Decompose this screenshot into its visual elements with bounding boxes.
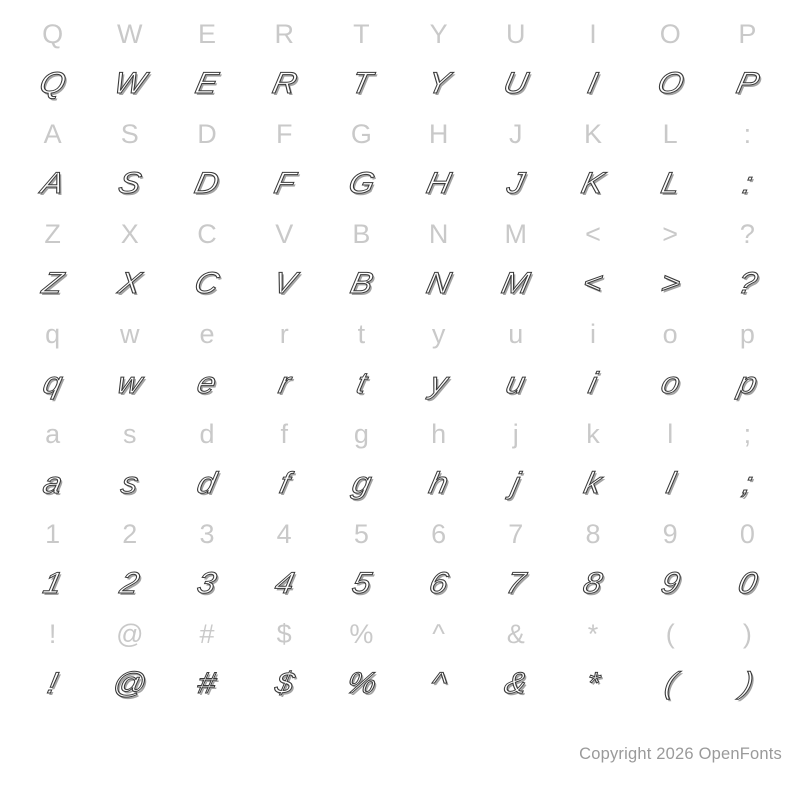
glyph-outline: E xyxy=(192,67,222,100)
glyph-outline: ! xyxy=(44,667,61,700)
glyph-outline: I xyxy=(585,67,602,100)
key-char: 6 xyxy=(431,518,447,549)
row-glyphs-6 xyxy=(0,558,800,610)
key-char: L xyxy=(662,118,678,149)
glyph-outline: O xyxy=(654,67,687,100)
key-char: ^ xyxy=(432,618,445,649)
key-char: q xyxy=(45,318,61,349)
glyph-char xyxy=(700,658,794,710)
glyph-outline: l xyxy=(663,467,678,500)
glyph-outline: e xyxy=(194,367,220,400)
key-char: I xyxy=(589,18,597,49)
key-char: i xyxy=(589,318,596,349)
key-char: Q xyxy=(42,18,64,49)
key-char: 0 xyxy=(739,518,755,549)
row-glyphs-2 xyxy=(0,158,800,210)
key-char: 8 xyxy=(585,518,601,549)
glyph-outline: F xyxy=(270,167,298,200)
glyph-outline: W xyxy=(111,67,149,100)
key-char: p xyxy=(739,318,755,349)
key-char: Z xyxy=(44,218,61,249)
key-char: X xyxy=(120,218,139,249)
key-char: E xyxy=(197,18,216,49)
glyph-outline: y xyxy=(427,367,451,400)
glyph-char xyxy=(700,258,794,310)
glyph-outline: J xyxy=(504,167,528,200)
glyph-outline: > xyxy=(657,267,684,300)
glyph-outline: 0 xyxy=(734,567,761,600)
glyph-outline: ; xyxy=(739,467,756,500)
glyph-outline: ) xyxy=(738,667,757,700)
key-char: & xyxy=(506,618,525,649)
row-keys-5 xyxy=(0,410,800,458)
glyph-outline: B xyxy=(347,267,376,300)
specimen-rows xyxy=(0,10,800,710)
glyph-outline: w xyxy=(114,367,146,400)
key-char: @ xyxy=(116,618,144,649)
key-char: F xyxy=(275,118,293,149)
key-char: B xyxy=(352,218,371,249)
glyph-outline: % xyxy=(343,667,380,700)
row-keys-7 xyxy=(0,610,800,658)
key-char: % xyxy=(349,618,374,649)
key-char: o xyxy=(662,318,678,349)
glyph-outline: 1 xyxy=(40,567,66,600)
glyph-outline: T xyxy=(348,67,375,100)
copyright-notice: Copyright 2026 OpenFonts xyxy=(579,745,782,763)
glyph-outline: N xyxy=(423,267,454,300)
glyph-outline: 4 xyxy=(271,567,297,600)
glyph-outline: V xyxy=(269,267,299,300)
glyph-char xyxy=(700,158,794,210)
key-char: 4 xyxy=(276,518,292,549)
glyph-outline: A xyxy=(38,167,68,200)
key-char: t xyxy=(357,318,366,349)
glyph-outline: t xyxy=(353,367,370,400)
key-char: l xyxy=(667,418,674,449)
key-char: T xyxy=(353,18,370,49)
key-char: h xyxy=(431,418,447,449)
key-char: 5 xyxy=(353,518,369,549)
glyph-char xyxy=(700,58,794,110)
key-char: O xyxy=(659,18,681,49)
top-spacer xyxy=(0,0,800,10)
row-keys-4 xyxy=(0,310,800,358)
key-char: A xyxy=(43,118,62,149)
key-char: e xyxy=(199,318,215,349)
key-char: u xyxy=(508,318,524,349)
glyph-outline: r xyxy=(275,367,294,400)
glyph-outline: H xyxy=(423,167,454,200)
key-char: s xyxy=(123,418,137,449)
glyph-outline: X xyxy=(115,267,145,300)
key-char: J xyxy=(509,118,523,149)
glyph-outline: Y xyxy=(424,67,454,100)
glyph-outline: Q xyxy=(36,67,69,100)
glyph-char xyxy=(700,358,794,410)
glyph-outline: 3 xyxy=(194,567,220,600)
key-char: ( xyxy=(665,618,675,649)
key-char: < xyxy=(585,218,601,249)
glyph-outline: M xyxy=(498,267,533,300)
key-char: 2 xyxy=(122,518,138,549)
glyph-outline: 2 xyxy=(117,567,143,600)
glyph-outline: D xyxy=(191,167,223,200)
glyph-outline: s xyxy=(118,467,142,500)
glyph-outline: u xyxy=(503,367,529,400)
key-char: 7 xyxy=(508,518,524,549)
glyph-outline: G xyxy=(345,167,378,200)
key-char: C xyxy=(197,218,217,249)
glyph-outline: q xyxy=(40,367,66,400)
glyph-outline: 6 xyxy=(426,567,452,600)
glyph-outline: p xyxy=(734,367,761,400)
row-keys-1 xyxy=(0,10,800,58)
key-char: 9 xyxy=(662,518,678,549)
key-char: V xyxy=(275,218,294,249)
row-glyphs-4 xyxy=(0,358,800,410)
key-char: # xyxy=(199,618,215,649)
glyph-outline: # xyxy=(194,667,220,700)
key-char: M xyxy=(504,218,528,249)
glyph-outline: ? xyxy=(734,267,761,300)
key-char: S xyxy=(120,118,139,149)
glyph-char xyxy=(700,458,794,510)
key-char: w xyxy=(120,318,140,349)
glyph-outline: K xyxy=(578,167,608,200)
glyph-outline: ( xyxy=(661,667,680,700)
glyph-outline: ^ xyxy=(427,667,450,700)
key-char: ) xyxy=(742,618,752,649)
glyph-outline: k xyxy=(581,467,605,500)
key-char: j xyxy=(512,418,519,449)
glyph-outline: 5 xyxy=(348,567,375,600)
key-char: N xyxy=(428,218,449,249)
key-char: > xyxy=(662,218,679,249)
glyph-outline: o xyxy=(657,367,683,400)
row-keys-2 xyxy=(0,110,800,158)
key-char: K xyxy=(583,118,602,149)
glyph-outline: S xyxy=(115,167,145,200)
row-keys-3 xyxy=(0,210,800,258)
key-char: k xyxy=(586,418,600,449)
key-char: Y xyxy=(429,18,448,49)
glyph-outline: $ xyxy=(271,667,297,700)
key-char: R xyxy=(274,18,294,49)
row-keys-6 xyxy=(0,510,800,558)
key-char: 3 xyxy=(199,518,215,549)
glyph-outline: U xyxy=(500,67,532,100)
key-char: $ xyxy=(276,618,292,649)
key-char: * xyxy=(587,618,599,649)
glyph-char xyxy=(700,558,794,610)
glyph-outline: 7 xyxy=(503,567,529,600)
key-char: a xyxy=(45,418,61,449)
glyph-outline: a xyxy=(40,467,66,500)
key-char: ? xyxy=(739,218,755,249)
key-char: H xyxy=(428,118,449,149)
row-glyphs-3 xyxy=(0,258,800,310)
glyph-outline: g xyxy=(348,467,375,500)
glyph-outline: R xyxy=(269,67,300,100)
key-char: W xyxy=(117,18,143,49)
key-char: 1 xyxy=(45,518,61,549)
key-char: : xyxy=(743,118,752,149)
glyph-outline: i xyxy=(585,367,601,400)
glyph-outline: j xyxy=(508,467,524,500)
glyph-outline: @ xyxy=(109,667,150,700)
glyph-outline: C xyxy=(191,267,223,300)
glyph-outline: h xyxy=(426,467,452,500)
glyph-outline: < xyxy=(580,267,607,300)
glyph-outline: Z xyxy=(39,267,67,300)
row-glyphs-5 xyxy=(0,458,800,510)
glyph-outline: 9 xyxy=(657,567,683,600)
key-char: f xyxy=(280,418,288,449)
key-char: g xyxy=(353,418,369,449)
key-char: ! xyxy=(48,618,57,649)
key-char: r xyxy=(279,318,289,349)
row-glyphs-7 xyxy=(0,658,800,710)
key-char: G xyxy=(350,118,372,149)
key-char: d xyxy=(199,418,215,449)
glyph-outline: L xyxy=(657,167,683,200)
glyph-outline: d xyxy=(194,467,220,500)
glyph-outline: & xyxy=(501,667,531,700)
key-char: P xyxy=(738,18,757,49)
glyph-outline: 8 xyxy=(580,567,606,600)
key-char: U xyxy=(506,18,526,49)
glyph-outline: P xyxy=(733,67,762,100)
key-char: D xyxy=(197,118,217,149)
row-glyphs-1 xyxy=(0,58,800,110)
glyph-outline: * xyxy=(583,667,603,700)
glyph-outline: f xyxy=(276,467,293,500)
key-char: ; xyxy=(743,418,752,449)
glyph-outline: : xyxy=(739,167,756,200)
key-char: y xyxy=(431,318,446,349)
